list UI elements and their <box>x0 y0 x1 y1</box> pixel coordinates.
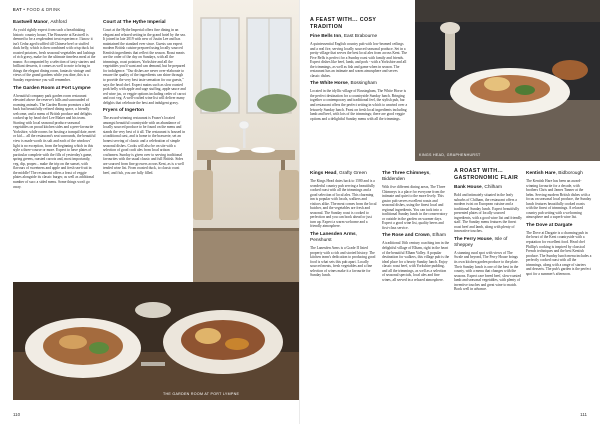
listing-title: The Garden Room at Port Lympne <box>13 85 91 91</box>
listing <box>103 20 186 105</box>
section-heading: A ROAST WITH... GASTRONOMIC FLAIR <box>454 168 519 181</box>
right-page <box>300 0 600 424</box>
right-column-1 <box>310 17 408 159</box>
listing-body: A stunning rural spot with views of The Swale and beyond, The Ferry House brings its own kitchen garden produce to the plate. Their Sunday lunch is one of the best in the county, with a menu that changes with the seasons. Expect rare breed beef, slow-roasted lamb and seasonal vegetables, with plenty of inventive touches and great wine to match. Book well in advance. <box>454 250 522 292</box>
left-column-2 <box>103 17 186 272</box>
roast-dinner-illustration <box>13 282 299 400</box>
listing-title: The Rose and Crown, Elham <box>382 233 446 239</box>
listing-body: A traditional 16th century coaching inn in the delightful village of Elham, right in the heart of the beautiful Elham Valley. A popular destination for walkers, this village pub is the ideal place for a hearty Sunday lunch. Enjoy classic roast beef, with Yorkshire pudding, and all the trimmings, as well as a selection of seasonal specials, local ales and fine wines, all served in a relaxed atmosphere. <box>382 241 450 282</box>
running-head <box>13 7 61 12</box>
listing-body: With five different dining areas, The Three Chimneys is a place for everyone from the intimate and quiet to the more lively. This gastro pub serves excellent roasts and seasonal dishes, using the finest local and regional ingredients. You can tuck into a traditional Sunday lunch in the conservatory or outside in the garden on warmer days. Expect a good wine list, quality beers and first-class service. <box>382 185 448 230</box>
page-number-left: 110 <box>13 412 21 417</box>
listing-body: A beautiful company park garden room restaurant elevated above the reserve's hills and surrounded of roaming animals. The Garden Room promises a laid back but beautifully refined dining space, a friendly welcome, and a menu of British produce and delights cooked up by head chef Lee Maker and his team. Starting with local seasonal produce seasonal vegetables on proud kitchen sides and a peer-favourite Yorkshire, while rooms for hosting a tranquil date, meet or kid.... all the restaurant's seat surrounds, the beautiful view is made worth its salt and each of the windows' light is no exception, from the beginning which in this style a three-course or more. Expect to have plates of particular complete with the fills of yesterday's game, spring greens, roasted carrots and, most importantly, veg, dip, proper... make the trip on the sunset, with flavours of sweetness and apple and fresh sea-fruit in the middle! The restaurant offers a feast of veggie plates alongside its classic burger, as well as additional number of succ a sided menu. Some things won't go away. <box>13 93 96 189</box>
kings-head-photo <box>415 0 600 161</box>
listing-title: Kings Head, Grafty Green <box>310 171 367 176</box>
listing <box>310 34 408 78</box>
running-head-rest: • FOOD & DRINK <box>21 7 61 12</box>
listing <box>382 233 450 282</box>
listing-title: The White Horse, Bossingham <box>310 81 377 87</box>
listing-body: Located in the idyllic village of Bossingham, The White Horse is the perfect destination for a countryside Sunday lunch. Bringing together a contemporary and traditional feel, the stylish pub, bar and restaurant offers the perfect setting in which to unwind over a leisurely Sunday lunch. Feast on fresh local ingredients including lamb and beef, with lots of the trimmings; there are good veggie options and a delightful Sunday menu with all the trimmings. <box>310 89 408 121</box>
kings-head-illustration <box>415 0 600 161</box>
listing-title: Kentish Hare, Bidborough <box>526 171 583 176</box>
running-head-section: EAT <box>13 7 22 12</box>
listing <box>454 185 522 234</box>
listing-body: The Kings Head dates back to 1580 and is a wonderful country pub serving a beautifully cooked roast with all the trimmings and a good selection of local ales. This charming inn is popular with locals, walkers and visitors alike. The meat comes from the local butcher, and the vegetables are fresh and seasonal. The Sunday roast is cooked to perfection and you can book ahead or just turn up. Expect a warm welcome and a friendly atmosphere. <box>310 179 377 229</box>
listing-title: The Ferry House, Isle of Sheppey <box>454 236 508 248</box>
listing-title: Fine Bells Inn, East Brabourne <box>310 34 378 39</box>
listing-title: Eastwell Manor, Ashford <box>13 20 67 25</box>
listing <box>526 171 592 220</box>
right-column-5 <box>526 168 592 400</box>
listing-body: The Lanesden Arms is a Grade II listed property with a rich and storied history. The kitchen team's dedication to producing good food is what sets this pub apart. Locally sourced meats, fresh vegetables and a fine selection of wines make it a favourite for Sunday lunch. <box>310 246 376 278</box>
listing-title: The Dove at Dargate <box>526 222 573 228</box>
listing-body: As you'd rightly expect from such a breathtaking historic country house, The Brasserie at Eastwell is deemed to be a resplendent treat experience. I know it isn't Cedar aged trufffed till Chinese beef or stuffed duck belly, which is then combined with crisp duck fat roasted potatoes, fresh seasonal vegetables and lashings of rich gravy, make for the ultimate timeless meal at the manor. Accompanied by a selection of tasty starters and brilliant desserts, it comes as well to note to bring in things the elegant dining room, fantastic vintage and views of the grand gardens while you dine, this is a Sunday experience you will remember. <box>13 28 96 83</box>
listing-body: The Kentish Hare has been an award-winning favourite for a decade, with brothers Chris and James Tanner at the helm. Serving modern British dishes with a focus on seasonal local produce, the Sunday lunch features beautifully cooked roasts with the finest of trimmings. A relaxed country pub setting with a welcoming atmosphere and a superb wine list. <box>526 179 592 220</box>
listing <box>310 81 408 121</box>
garden-room-photo <box>193 0 299 282</box>
listing-body: Court at the Hythe Imperial offers fine dining in an elegant and relaxed setting in the grand hotel by the sea. It joined in late 2019 with new of Justin Lee and has maintained the standard ever since. Guests can expect modern British cuisine prepared using locally sourced Kentish ingredients that reflect the season. Roast meats are the order of the day on Sundays, with all the trimmings, roast potatoes, Yorkshire and all the vegetables you'd want and can demand, but be prepared for indulgence. "Our dishes are never over-elaborate to ensure the quality of the ingredients can shine through to provide the very best taste sensation for our guests," says the head chef. Expect mains such as slow roasted pork belly with apple and sage stuffing, apple sauce and red wine jus, or veggie options including ceder of carrot and root veg. A well-crafted wine list will deliver many delights that celebrate the best and indulgent gravy. <box>103 28 186 105</box>
listing-title: Fryers of Ingerton <box>103 108 145 114</box>
listing-body: Bold and intimately situated in the leafy suburbs of Chilham, the restaurant offers a modern twist on European cuisine and a traditional Sunday lunch. Expect beautifully presented plates of locally sourced ingredients, with a good wine list and friendly staff. The Sunday menu features the finest roast beef and lamb, along with plenty of innovative touches. <box>454 193 522 234</box>
listing-body: The award-winning restaurant is Frazer's located amongst beautiful countryside with an abundance of locally sourced produce to be found on the menu and stands the very best of it all. The restaurant is housed in a traditional oast, and is home to the brasserie, set an honest serving of classic and a celebration of simple seasonal dishes. Cooks will also be on site with a selection of good craft ales from local artisan craftsmen. Sunday is given over to serving traditional favourites with the usual classic and full British. Sides are sourced from fine growers across Kent, as is a well tended wine list. From roasted duck, to classic roast beef, and fish, you are fully filled. <box>103 116 186 175</box>
left-column-1 <box>13 17 96 272</box>
listing <box>13 20 96 83</box>
listing <box>13 86 96 189</box>
listing-title: The Lanesden Arms, Penshurst <box>310 232 358 244</box>
listing-title: Bank House, Chilham <box>454 185 502 190</box>
photo-caption: THE GARDEN ROOM AT PORT LYMPNE <box>163 392 240 396</box>
listing-body: The Dove at Dargate is a charming pub in the heart of the Kent countryside with a reputation for excellent food. Head chef Phillip's cooking is inspired by classical French techniques and the best Kentish produce. The Sunday lunch menu includes a perfectly cooked roast with all the trimmings, along with a range of starters and desserts. The pub's garden is the perfect spot for a summer's afternoon. <box>526 230 592 276</box>
right-column-2 <box>310 168 378 400</box>
listing <box>526 223 592 276</box>
listing <box>382 171 450 230</box>
page-number-right: 111 <box>580 412 587 417</box>
listing <box>310 171 378 229</box>
right-column-4 <box>454 168 522 400</box>
listing-title: The Three Chimneys, Biddenden <box>382 171 431 182</box>
listing <box>103 108 186 175</box>
listing-title: Court at The Hythe Imperial <box>103 20 166 25</box>
listing <box>454 237 522 292</box>
listing-body: A quintessential English country pub with low-beamed ceilings and a real fire, serving locally sourced seasonal produce. Set in a pretty village that serves the best local ales from across Kent. The Five Bells is perfect for a Sunday roast with family and friends. Expect dishes like beef, lamb, and pork - with a Yorkshire and all the trimmings, as well as fish and game when in season. The restaurant has an intimate and warm atmosphere and serves classic dishes. <box>310 42 408 78</box>
garden-room-illustration <box>193 0 299 282</box>
photo-caption-right: KINGS HEAD, GRAPHENHURST <box>419 153 481 157</box>
right-column-3a <box>382 168 450 400</box>
section-heading: A FEAST WITH... COSY TRADITION <box>310 17 377 30</box>
food-photo-bottom-left <box>13 282 299 400</box>
listing <box>310 232 378 278</box>
